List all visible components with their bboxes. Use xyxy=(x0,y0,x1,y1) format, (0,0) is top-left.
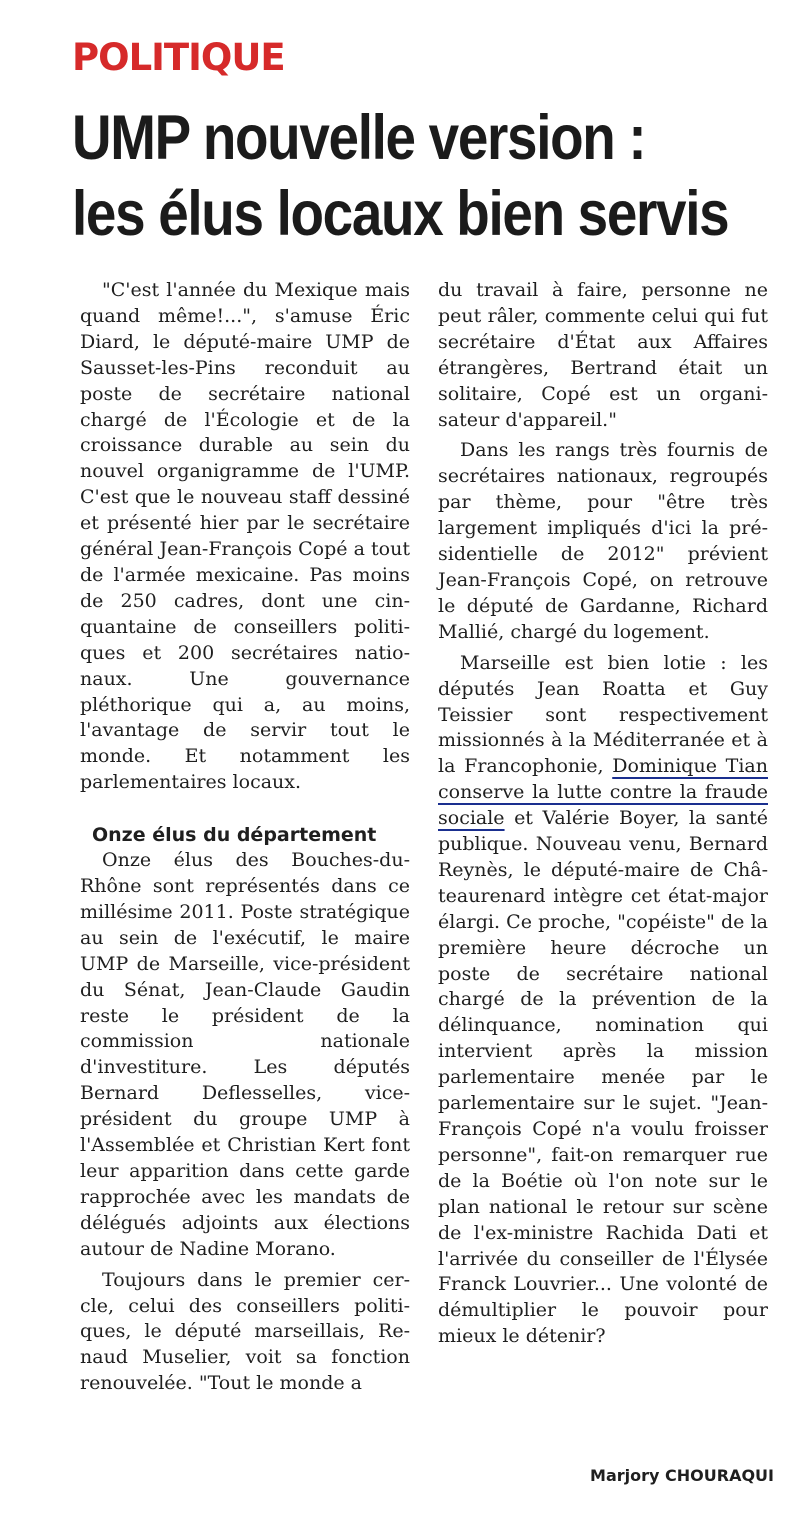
paragraph-conseillers: Toujours dans le premier cercle, celui des conseillers politiques, le député marseillais, Renaud Muselier, voit sa fonction renouvelée. "Tout le monde a xyxy=(80,1268,410,1395)
subheading: Onze élus du département xyxy=(92,824,377,847)
underlined-highlight: Dominique Tian conserve la lutte contre la fraude sociale xyxy=(438,755,768,830)
headline xyxy=(72,100,728,252)
article-column-2 xyxy=(438,278,768,1350)
author-byline: Marjory CHOURAQUI xyxy=(590,1466,774,1485)
marseille-text-start: Marseille est bien lotie : les députés Jean Roatta et Guy Teissier sont respectivement missionnés à la Méditerranée et à la Francophonie, xyxy=(438,651,768,778)
paragraph-marseille xyxy=(438,651,768,1350)
article-column-1 xyxy=(80,278,410,1397)
paragraph-intro: "C'est l'année du Mexique mais quand même!...", s'amuse Éric Diard, le député-maire UMP de Sausset-les-Pins reconduit au poste de secrétaire national chargé de l'Écologie et de la croissance durable au sein du nouvel organigramme de l'UMP. C'est que le nouveau staff dessiné et présenté hier par le secrétaire général Jean-François Copé a tout de l'armée mexicaine. Pas moins de 250 cadres, dont une cinquantaine de conseillers politiques et 200 secrétaires nationaux. Une gouvernance pléthorique qui a, au moins, l'avantage de servir tout le monde. Et notamment les parlementaires locaux. xyxy=(80,279,410,794)
headline-line-1: UMP nouvelle version : xyxy=(72,103,646,173)
paragraph-elus: Onze élus des Bouches-du-Rhône sont représentés dans ce millésime 2011. Poste stratégique au sein de l'exécutif, le maire UMP de Marseille, vice-président du Sénat, Jean-Claude Gaudin reste le président de la commission nationale d'investiture. Les députés Bernard Deflesselles, vice-président du groupe UMP à l'Assemblée et Christian Kert font leur apparition dans cette garde rapprochée avec les mandats de délégués adjoints aux élections autour de Nadine Morano. xyxy=(80,849,410,1260)
paragraph-secretaires: Dans les rangs très fournis de secrétaires nationaux, regroupés par thème, pour "être très largement impliqués d'ici la présidentielle de 2012" prévient Jean-François Copé, on retrouve le député de Gardanne, Richard Mallié, chargé du logement. xyxy=(438,439,768,643)
marseille-text-end: et Valérie Boyer, la santé publique. Nouveau venu, Bernard Reynès, le député-maire de Châteaurenard intègre cet état-major élargi. Ce proche, "copéiste" de la première heure décroche un poste de secrétaire national chargé de la prévention de la délinquance, nomination qui intervient après la mission parlementaire menée par le parlementaire sur le sujet. "Jean-François Copé n'a voulu froisser personne", fait-on remarquer rue de la Boétie où l'on note sur le plan national le retour sur scène de l'ex-ministre Rachida Dati et l'arrivée du conseiller de l'Élysée Franck Louvrier... Une volonté de démultiplier le pouvoir pour mieux le détenir? xyxy=(438,807,768,1348)
paragraph-continuation: du travail à faire, personne ne peut râler, commente celui qui fut secrétaire d'État aux Affaires étrangères, Bertrand était un solitaire, Copé est un organisateur d'appareil." xyxy=(438,279,768,431)
headline-line-2: les élus locaux bien servis xyxy=(72,179,729,249)
section-label: POLITIQUE xyxy=(72,36,285,79)
